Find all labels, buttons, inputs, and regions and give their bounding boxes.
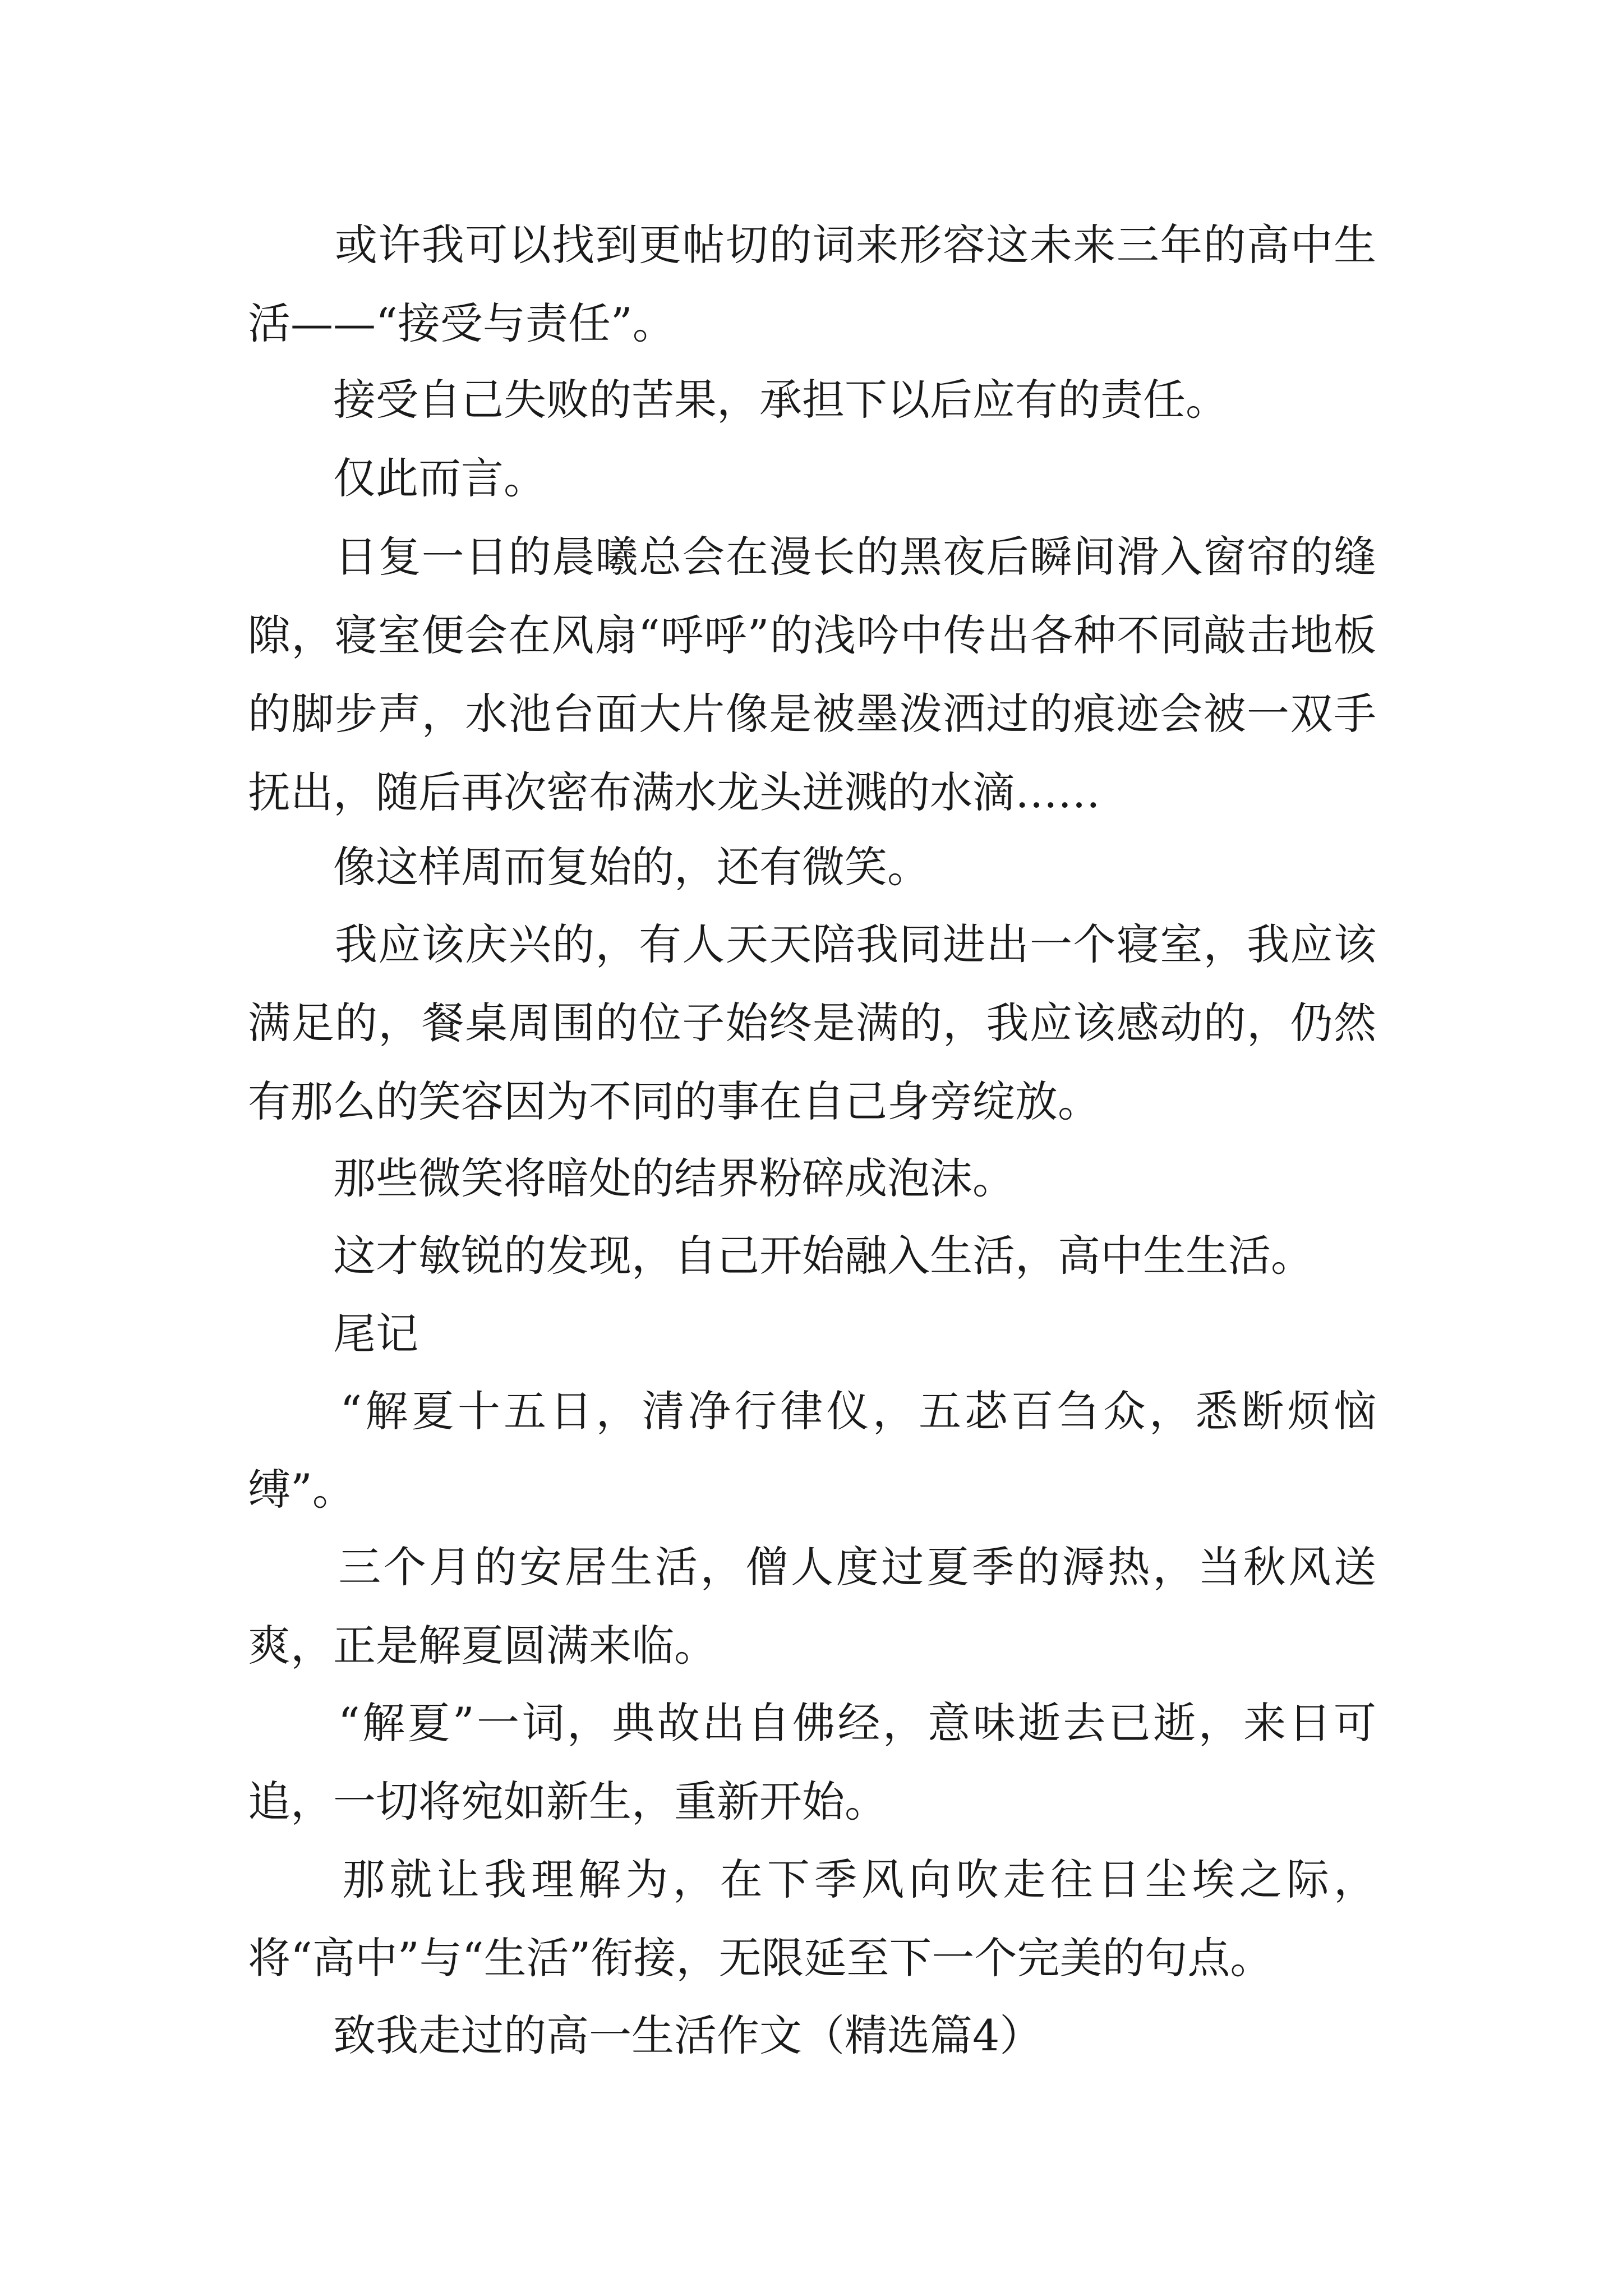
paragraph-10: “解夏十五日，清净行律仪，五苾百刍众，悉断烦恼缚”。 [248, 1386, 1376, 1515]
paragraph-1: 或许我可以找到更帖切的词来形容这未来三年的高中生活——“接受与责任”。 [248, 220, 1376, 348]
paragraph-9: 尾记 [248, 1309, 418, 1359]
paragraph-11: 三个月的安居生活，僧人度过夏季的溽热，当秋风送爽，正是解夏圆满来临。 [248, 1542, 1376, 1671]
paragraph-14: 致我走过的高一生活作文（精选篇4） [248, 2010, 1043, 2060]
paragraph-12: “解夏”一词，典故出自佛经，意味逝去已逝，来日可追，一切将宛如新生，重新开始。 [248, 1698, 1376, 1826]
paragraph-13: 那就让我理解为，在下季风向吹走往日尘埃之际，将“高中”与“生活”衔接，无限延至下一个完美的句点。 [248, 1855, 1376, 1983]
paragraph-5: 像这样周而复始的，还有微笑。 [248, 842, 930, 892]
paragraph-8: 这才敏锐的发现，自己开始融入生活，高中生生活。 [248, 1231, 1313, 1281]
paragraph-7: 那些微笑将暗处的结界粉碎成泡沫。 [248, 1153, 1015, 1203]
paragraph-4: 日复一日的晨曦总会在漫长的黑夜后瞬间滑入窗帘的缝隙，寝室便会在风扇“呼呼”的浅吟中传出各种不同敲击地板的脚步声，水池台面大片像是被墨泼洒过的痕迹会被一双手抚出，随后再次密布满水龙头迸溅的水滴…… [248, 532, 1376, 817]
paragraph-6: 我应该庆兴的，有人天天陪我同进出一个寝室，我应该满足的，餐桌周围的位子始终是满的，我应该感动的，仍然有那么的笑容因为不同的事在自己身旁绽放。 [248, 919, 1376, 1126]
paragraph-2: 接受自己失败的苦果，承担下以后应有的责任。 [248, 375, 1228, 425]
paragraph-3: 仅此而言。 [248, 453, 546, 503]
